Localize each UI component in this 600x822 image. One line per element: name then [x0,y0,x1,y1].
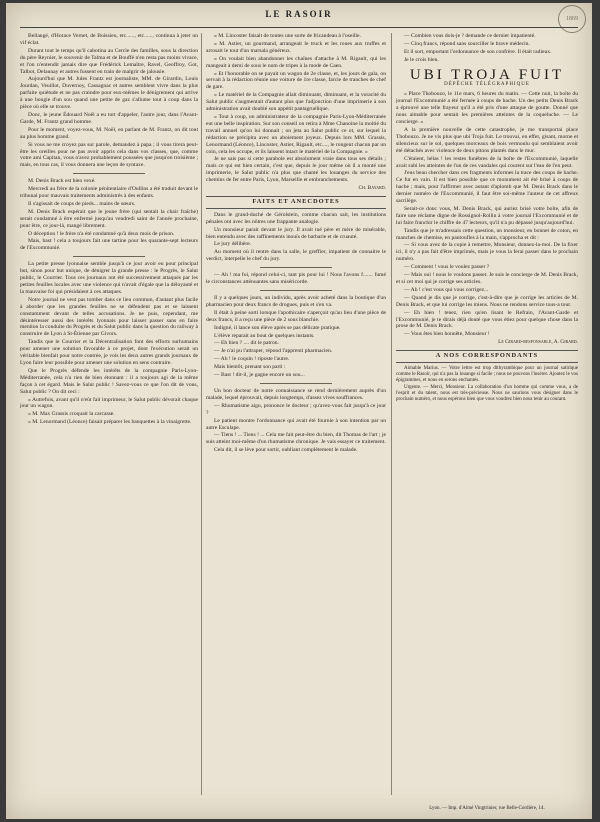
column-1-paragraphs [20,33,198,426]
paragraph: La petite presse lyonnaise semble jusqu'à ce jour avoir eu pour principal but, sinon pour but unique, de dénigrer la grande presse : le Progrès, le Salut public, le Courrier. Tous ces journaux ont été successivement attaqués par les petites feuilles locales avec une violence qui n'avait d'égale que la déloyauté et la mauvaise foi qui présidaient à ces attaques. [20,261,198,295]
paragraph: Cela dit, il se lève pour sortir, oubliant complètement le malade. [214,447,358,454]
paragraph: O déception ! le frère n'a été condamné qu'à deux mois de prison. [28,230,175,237]
paragraph: — Rhumatisme aigu, prononce le docteur ; qu'avez-vous fait jusqu'à ce jour ? [206,402,386,416]
paragraph: — Mais oui ! nous le voulons passer. Je suis le concierge de M. Denis Brack, et si cet moi qui je corrige ses articles. [396,272,578,285]
paragraph: « M. Astier, un gourmand, arrangeait le truck et les roues aux truffes et arrosait le tout d'un marsala généreux. [206,40,386,54]
paragraph: Dans le grand-duché de Gérolstein, comme chacun sait, les institutions pénales ont avec les nôtres une frappante analogie. [206,211,386,225]
separator [260,290,332,291]
paragraph: Tandis que le Courrier et la Décentralisation font des efforts surhumains pour amener une solution favorable à ce projet, dont l'exécution serait un véritable bienfait pour notre contrée, je vois les deux autres grands journaux de Lyon faire leur possible pour amener une solution en sens contraire. [20,339,198,366]
paragraph: Bellangé, d'Horace Vernet, de Boissieu, etc......, etc......, continua à jeter un vif éclat. [20,33,198,46]
paragraph: « Et l'honorable on se payait un wagon de 2e classe, et, les jours de gala, on servait à la rédaction réunie une voiture de 1re classe, farcie de tranches de chef de gare. [206,70,386,91]
paragraph: Le patient montre l'ordonnance qui avait été fournie à son intention par un autre Esculape. [206,417,386,431]
paragraph: Le jury délibère. [214,241,252,248]
newspaper-page [6,3,592,819]
paragraph: — Ah ! c'est vous qui vous corrigez... [404,286,489,293]
paragraph: L'élève reparait au bout de quelques instants. [214,332,315,339]
paragraph: Pour le moment, voyez-vous, M. Noël, en parlant de M. Frantz, on dit tout au plus homme grand. [20,126,198,140]
paragraph: Un bon docteur de notre connaissance se rend dernièrement auprès d'un malade, lequel éprouvait, depuis longtemps, d'assez vives souffrances. [206,387,386,401]
paragraph: — Cinq francs, répond sans sourciller le brave médecin. [404,40,530,47]
paragraph: « M. Lincoster faisait de toutes une sorte de fricandeau à l'oseille. [214,33,361,39]
paragraph: Mais, bast ! cela a toujours fait une tartine pour les quarante-sept lecteurs de l'Excommunié. [20,238,198,252]
paragraph: Que le Progrès défende les intérêts de la compagnie Paris-Lyon-Méditerranée, cela n'a rien de bien étonnant : il a toujours agi de la même façon à cet égard. Mais le Salut public ! Savez-vous ce que l'on dit de vous, Salut public ? On dit ceci : [20,367,198,395]
paragraph: Mercredi au frère de la colonie pénitentiaire d'Oullins a été traduit devant le tribunal pour mauvais traitements administrés à des enfants. [20,186,198,200]
library-stamp: 1869 [558,5,586,33]
paragraph: Au moment où il rentre dans la salle, le greffier, impatient de connaitre le verdict, interpelle le chef du jury. [206,249,386,263]
paragraph: — Je n'ai pu l'attraper, répond l'apprenti pharmacien. [214,348,333,355]
paragraph: Je le crois bien. [404,56,439,63]
paragraph: — Si vous avez de la copie à remettre, Monsieur, donnez-la-moi. De la fixer ici, il n'y a pas fait d'être imprimés, mais je vous la ferai passer dans le prochain numéro. [396,242,578,263]
column-3-paragraphs [396,91,578,338]
paragraph: — Quand je dis que je corrige, c'est-à-dire que je corrige les articles de M. Denis Brack, et que lui corrige les miens. Nous ne rendons service tous-a tour. [396,294,578,308]
column-1 [20,33,198,813]
column-3-signature: Le Girard-responsable, A. Girard. [498,339,578,346]
paragraph: Durant tout le temps qu'il cabotina au Cercle des familles, sous la direction du père Reynier, le souvenir de Talma et de Bouffé n'en resta pas moins vivace, et l'on n'entendit jamais dire que Frédérick Lemaître, Ravel, Geoffroy, Got, Talbot, Delaunay et autres fussent en train de malgrir de jalousie. [20,47,198,75]
section-title-correspondents: A NOS CORRESPONDANTS [396,350,578,363]
paragraph: M. Denis Brack est bien vexé. [28,178,96,185]
paragraph: Il y a quelques jours, un individu, après avoir acheté dans la boutique d'un pharmacien pour deux francs de drogues, puis et s'en va. [206,295,386,308]
section-title-faits: FAITS ET ANECDOTES [206,196,386,209]
printer-imprint: Lyon. — Imp. d'Aimé Vingtrinier, rue Belle-Cordière, 14. [429,806,545,811]
separator [260,383,332,384]
paragraph: Serait-ce donc vous, M. Denis Brack, qui auriez brisé votre boîte, afin de faire une réclame digne de Rossignol-Rollin à votre journal l'Excommunié et de lui faire franchir le chiffre de 47 lecteurs, qu'il n'a pu dépassé jusqu'aujourd'hui. [396,205,578,226]
paragraph: Urgente. — Merci, Monsieur. La collaboration d'un homme qui comme vous, a de l'esprit et du talent, nous est très-précieuse. Nous ne saurions vous désigner dans le prochain numéro, et nous espérons bien que vous voudrez bien nous tenir au courant. [396,385,578,403]
paragraph: — Eh bien ? .... dit le patron. [214,340,279,347]
paragraph: Aimable Marius. — Votre lettre est trop dithyrambique pour un journal satirique comme le Rasoir, qui n'a pas la louange si facile ; nous ne pouvons l'insérer. Ajoutez le vos épigrammes, et nous en serons enchantés. [396,366,578,384]
top-rule [20,27,578,28]
column-divider [391,33,392,795]
paragraph: — Comment ! vous le voulez passer ? [404,264,490,271]
column-2-signature: Ch. Bayard. [358,185,386,192]
paragraph: — Ah ! ma foi, répond celui-ci, tant pis pour lui ! Nous l'avons f....... fumé le circonstances atténuantes sans miséricorde. [206,272,386,286]
paragraph: — Tiens ! ... Tiens ! ... Cela me fait peut-être du bien, dit Thomas de l'art ; je suis atteint moi-même d'un rhumatisme chronique. Je vais essayer ce traitement. [206,432,386,446]
paragraph: — Ah ! le coquin ! riposte l'autre. [214,356,290,363]
correspondents [396,366,578,403]
column-2-paragraphs [206,33,386,184]
paragraph: « Autrefois, avant qu'il n'eût fait imprimeur, le Salut public dévorait chaque jour un wagon. [20,396,198,410]
paragraph: « M. Max Grassis croquait la carcasse. [28,411,115,418]
paragraph: Donc, le jeune Édouard Noël a eu tort d'appeler, l'autre jour, dans l'Avant-Garde, M. Frantz grand homme. [20,111,198,125]
paragraph: Tandis que je m'adressais cette question, un monsieur, en bonnet de coton, en manches de chemise, en pantoufles à la main, s'approcha et dit : [396,227,578,241]
article-title-ubi-troja: UBI TROJA FUIT [409,66,565,83]
masthead: LE RASOIR [265,9,333,19]
paragraph: « Place Thobouzo, le 11e mars, 6 heures du matin. — Cette nuit, la boîte du journal l'Excommunié a été fermée à coups de hache. Un des petits Denis Brack a éprouvé une telle frayeur qu'il a été pris d'une attaque de goutte. Donné que nous aimable pour sentait les premières atteintes de la coqueluche. — Le concierge. » [396,91,578,126]
column-divider [201,33,202,795]
paragraph: — Eh bien ! tenez, rien qu'en lisant le Refrain, l'Avant-Garde et l'Excommunié, je te dirais déjà douté que vous étiez pour quelque chose dans la prose de M. Denis Brack. [396,309,578,330]
paragraph: Aujourd'hui que M. Jules Frantz est journaliste, MM. de Girardin, Louis Jourdan, Veuillot, Duvernoy, Cassagnac et autres semblent vivre dans la plus parfaite quiétude et ne pas craindre pour eux-mêmes le dénigrement qui arrive à une bougie d'un sou quand une petite de gaz s'allume tout à coup dans la pièce où elle se trouve. [20,76,198,111]
paragraph: Et il sort, emportant l'ordonnance de son confrère. Il était radieux. [404,48,552,55]
paragraph: J'eus beau chercher dans ces fragments informes la trace des coups de hache. Ce fut en vain. Il est bien possible que ce monument ait été brisé à coups de hache ; mais, pour l'affirmer avec autant d'aplomb que M. Denis Brack dans le dernier numéro de l'Excommunié, il faut être soi-même l'auteur de cet affreux sacrilège. [396,170,578,205]
separator [73,173,144,174]
paragraph: Il était à peine sorti lorsque l'apothicaire s'aperçoit qu'au lieu d'une pièce de deux francs, il a reçu une pièce de 2 sous blanchie. [206,309,386,323]
paragraph: — Bast ! dit-il, je gagne encore un sou... [214,372,305,379]
paragraph: Je ne sais pas si cette parabole est absolument vraie dans tous ses détails ; mais ce qui est bien certain, c'est que, depuis le jour même où il a monté une imprimerie, le Salut public n'a plus que chanté les louanges du service des chemins de fer entre Paris, Lyon, Marseille et embranchements. [206,156,386,184]
paragraph: — Combien vous dois-je ? demande ce dernier impatienté. [404,33,536,39]
paragraph: A la première nouvelle de cette catastrophe, je me transportai place Thobouzo. Je ne vis plus que ubi Troja fuit. Le trouvai, en effet, gisant, morne et silencieux sur le sol, quelques morceaux de bois vermoulu qui semblaient avoir été détachés avec violence de deux pitons plantés dans le mur. [396,126,578,154]
paragraph: C'étaient, hélas ! les restes funèbres de la boîte de l'Excommunié, laquelle avait subi les atteintes de l'un de ces vandales qui courent sur l'eau de l'en peut. [396,155,578,169]
paragraph: « On voulait bien abandonner les chaînes d'attache à M. Rigault, qui les mangeait à demi de sous le nom de tripes à la mode de Caen. [206,55,386,69]
separator [73,256,144,257]
separator [260,267,332,268]
paragraph: Mais bientôt, prenant son parti : [214,364,286,371]
paragraph: Notre journal ne veut pas tomber dans ce lieu commun, d'autant plus facile à aborder que les grandes feuilles ne se défendent pas et se laissent constamment devant de telles accusations. Je ne puis, cependant, me désintéresser aussi des intérêts lyonnais pour laisser passer sans en faire mention la conduite du Progrès et du Salut public dans la question du railway à construire de Lyon à St-Étienne par Givors. [20,296,198,338]
paragraph: « M. Lenormand (Léonce) faisait préparer les banquettes à la vinaigrette. [28,419,192,426]
anecdotes [206,212,386,454]
paragraph: Si vous ne me croyez pas sur parole, demandez à papa ; il vous tirera peut-être les oreilles pour ne pas avoir appris cela dans vos classes, que, comme votre ami Capitan, vous n'avez probablement poussées que jusqu'en troisième ; mais, en tous cas, il vous donnera une leçon de syntaxe. [20,141,198,169]
paragraph: Indigné, il lance son élève après se pas délicate pratique. [214,324,341,331]
paragraph: Il s'agissait de coups de pieds... mains de sœurs. [28,200,136,207]
column-2 [206,33,386,813]
column-3 [396,33,578,813]
article-subtitle: DÉPÊCHE TÉLÉGRAPHIQUE [444,81,530,87]
paragraph: M. Denis Brack espérait que le jeune frère (qui sentait la chair fraîche) serait condamné à être enfermé jusqu'au vendredi saint de l'année prochaine, pour être, ce jour-là, mangé librement. [20,208,198,229]
column-3-top [396,33,578,64]
paragraph: Un monsieur parait devant le jury. Il avait tué père et mère de misérable, bien entendu avec des raffinements inouïs de barbarie et de cruauté. [206,226,386,240]
paragraph: « Tout à coup, un administrateur de la compagnie Paris-Lyon-Méditerranée eut une belle inspiration. Sur son conseil on retira à Mme Chanoine la moitié du travail annuel qu'on lui donnait ; on jeta au Salut public ce ot, sur lequel la rédaction se précipita avec un aboiement joyeux. Depuis lors MM. Grassis, Lenormand (Léonce), Lincoster, Astier, Rigault, etc...., le rongent chacun par un coin, cela les occupe, et ils laissent intact le matériel de la Compagnie. » [206,113,386,155]
paragraph: — Vous êtes bien honnête, Monsieur ! [404,331,490,338]
paragraph: « Le matériel de la Compagnie allait diminuant, diminuant, et la voracité du Salut public s'augmentait d'autant plus que l'adjonction d'une imprimerie à son administration avait doublé son appétit pantagruélique. [206,92,386,113]
